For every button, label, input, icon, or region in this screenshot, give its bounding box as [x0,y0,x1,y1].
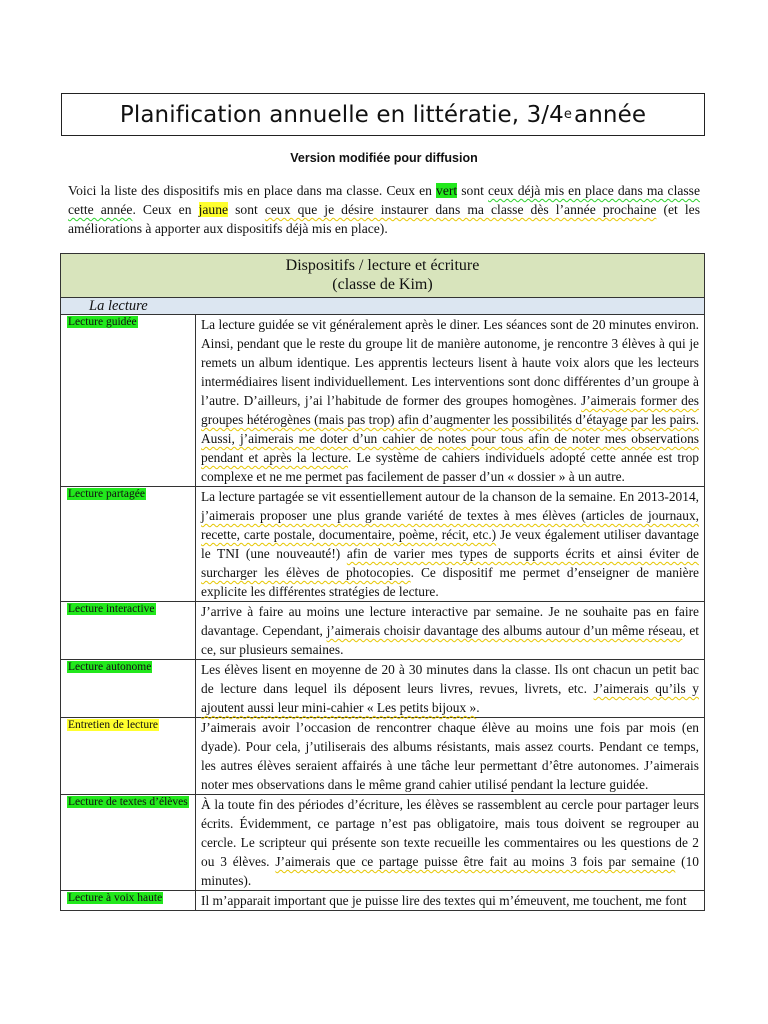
row-label-cell [61,795,196,891]
title-superscript: e [563,107,573,122]
table-row [61,891,705,911]
intro-paragraph [68,181,700,238]
row-text: . [476,700,480,715]
row-label: Lecture de textes d’élèves [68,796,188,808]
row-text: . Le système de cahiers individuels adopté cette année est trop complexe et ne me permet pas facilement de passer d’un « dossier » à un autre. [201,450,699,484]
yellow-legend-word: jaune [198,202,229,217]
table-row [61,718,705,795]
row-label: Entretien de lecture [68,719,159,731]
table-row [61,660,705,718]
row-description [196,602,705,660]
row-text: À la toute fin des périodes d’écriture, les élèves se rassemblent au cercle pour partager leurs écrits. Évidemment, ce partage n’est pas obligatoire, mais tous doivent se regrouper au cercle. Le scripteur qui présente son texte recueille les commentaires ou les questions de 2 ou 3 élèves. [201,797,699,869]
row-text: , et ce, sur plusieurs semaines. [201,623,699,657]
row-text: (10 minutes). [201,854,699,888]
green-legend-description: ceux déjà mis en place dans ma classe cette année [68,183,700,217]
row-label-cell [61,718,196,795]
table-row [61,487,705,602]
row-improvement-text: afin de varier mes types de supports écrits et ainsi éviter de surcharger les élèves de photocopies [201,546,699,580]
row-description: Il m’apparait important que je puisse lire des textes qui m’émeuvent, me touchent, me font [196,891,705,911]
row-text: La lecture partagée se vit essentiellement autour de la chanson de la semaine. En 2013-2014, [201,489,699,504]
intro-text: (et les améliorations à apporter aux dispositifs déjà mis en place). [68,202,700,236]
table-header-row [61,254,705,298]
row-label-cell [61,315,196,487]
row-description: J’aimerais avoir l’occasion de rencontrer chaque élève au moins une fois par mois (en dyade). Pour cela, j’utiliserais des albums résistants, mais assez courts. Pendant ce temps, les autres élèves seraient affairés à une tâche leur permettant d’être autonomes. J’aimerais noter mes observations dans le même grand cahier utilisé pendant la lecture guidée. [196,718,705,795]
row-label-cell [61,487,196,602]
row-improvement-text: J’aimerais que ce partage puisse être fait au moins 3 fois par semaine [275,854,676,869]
row-label-cell [61,891,196,911]
title-end: année [574,101,647,128]
document-subtitle: Version modifiée pour diffusion [290,151,478,165]
row-description [196,660,705,718]
dispositifs-table [60,253,705,911]
table-header [61,254,705,298]
row-description [196,795,705,891]
green-legend-word: vert [436,183,458,198]
row-label: Lecture autonome [68,661,152,673]
table-row [61,602,705,660]
row-label: Lecture interactive [68,603,155,615]
row-text: La lecture guidée se vit généralement après le diner. Les séances sont de 20 minutes environ. Ainsi, pendant que le reste du groupe lit de manière autonome, je rencontre 3 élèves à qui je remets un album identique. Les apprentis lecteurs lisent à haute voix alors que les lecteurs intermédiaires lisent individuellement. Les interventions sont donc différentes d’un groupe à l’autre. D’ailleurs, j’ai l’habitude de former des groupes homogènes. [201,317,699,408]
row-description [196,487,705,602]
row-label-cell [61,660,196,718]
section-heading-lecture: La lecture [61,298,705,315]
row-text: Les élèves lisent en moyenne de 20 à 30 minutes dans la classe. Ils ont chacun un petit bac de lecture dans lequel ils déposent leurs livres, revues, livrets, etc. [201,662,699,696]
row-label: Lecture guidée [68,316,137,328]
title-main: Planification annuelle en littératie, 3/4 [119,101,564,128]
row-text: . Ce dispositif me permet d’enseigner de manière explicite les différentes stratégies de lecture. [201,565,700,599]
table-row [61,795,705,891]
row-improvement-text: J’aimerais qu’ils y ajoutent aussi leur mini-cahier « Les petits bijoux » [201,681,700,715]
row-text: J’arrive à faire au moins une lecture interactive par semaine. Je ne souhaite pas en faire davantage. Cependant, [201,604,699,638]
intro-text: sont [228,202,265,217]
intro-text: sont [457,183,488,198]
row-description [196,315,705,487]
table-row [61,315,705,487]
row-improvement-text: J’aimerais former des groupes hétérogènes (mais pas trop) afin d’augmenter les possibilités d’étayage par les pairs. Aussi, j’aimerais me doter d’un cahier de notes pour tous afin de noter mes observations pendant et après la lecture [201,393,700,465]
document-title [61,93,705,136]
row-label: Lecture partagée [68,488,145,500]
table-header-title: Dispositifs / lecture et écriture [285,257,480,274]
row-label: Lecture à voix haute [68,892,163,904]
row-text: Je veux également utiliser davantage le TNI (une nouveauté!) [201,527,699,561]
row-improvement-text: j’aimerais proposer une plus grande variété de textes à mes élèves (articles de journaux, recette, carte postale, documentaire, poème, récit, etc.) [201,508,699,542]
intro-text: Voici la liste des dispositifs mis en place dans ma classe. Ceux en [68,183,437,198]
row-improvement-text: j’aimerais choisir davantage des albums autour d’un même réseau [326,623,683,638]
intro-text: . Ceux en [132,202,199,217]
row-label-cell [61,602,196,660]
table-header-subtitle: (classe de Kim) [332,276,433,293]
section-row [61,298,705,315]
yellow-legend-description: ceux que je désire instaurer dans ma classe dès l’année prochaine [264,202,657,217]
